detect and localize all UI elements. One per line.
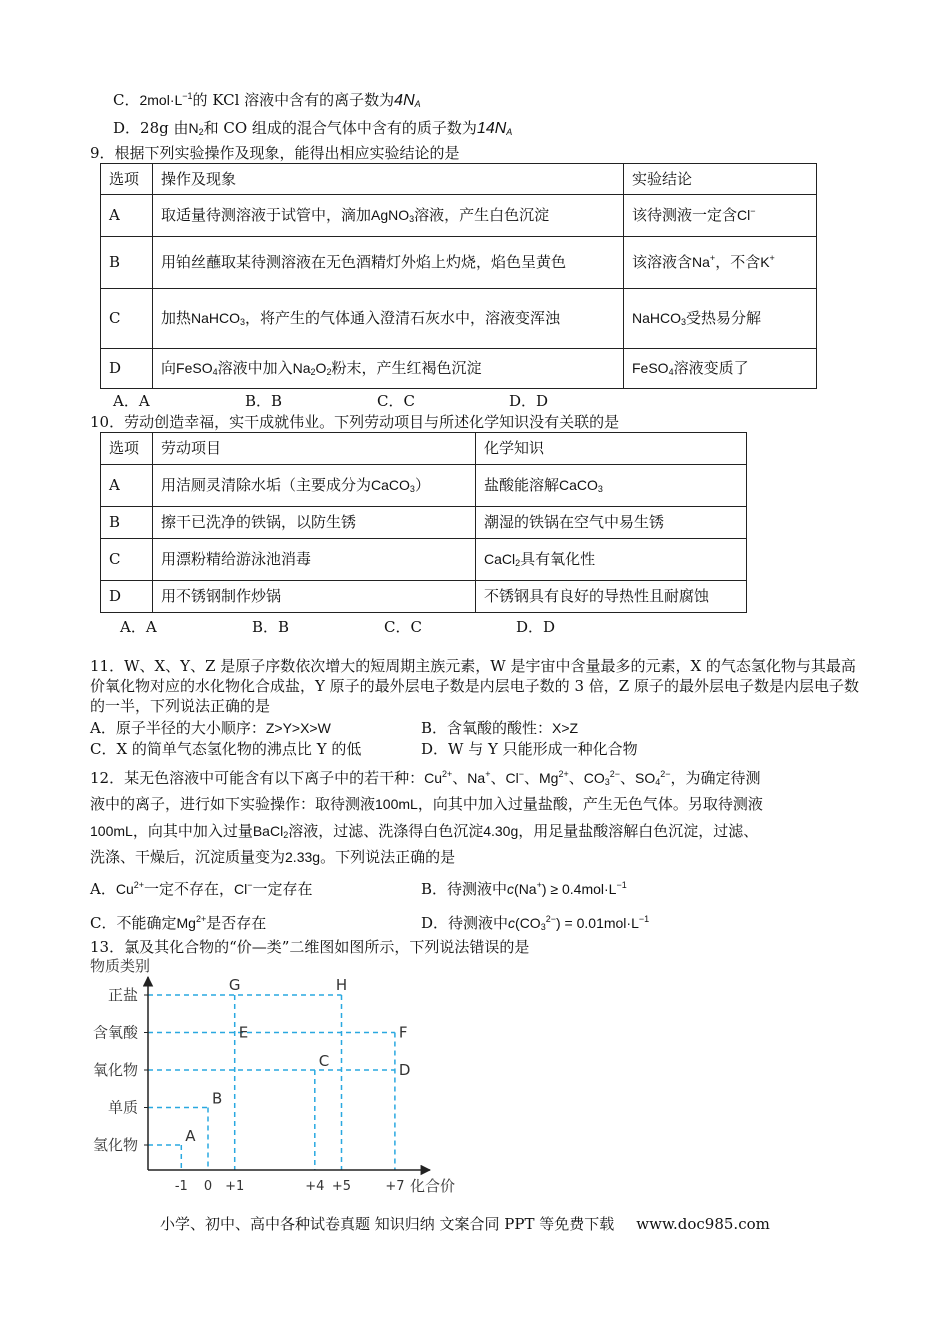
formula-14na: $14N_A$: [476, 120, 513, 137]
answer-option: A．A: [113, 392, 150, 410]
formula-nahco3: NaHCO$_3$: [191, 310, 246, 327]
answer-option: C．C: [384, 618, 422, 636]
formula-feso4: FeSO$_4$: [176, 360, 218, 377]
q11-option-d: D．W 与 Y 只能形成一种化合物: [421, 740, 638, 758]
q13-stem: 13．氯及其化合物的“价—类”二维图如图所示，下列说法错误的是: [90, 938, 530, 956]
footer-text: 小学、初中、高中各种试卷真题 知识归纳 文案合同 PPT 等免费下载: [160, 1215, 615, 1233]
answer-option: D．D: [516, 618, 556, 636]
q12-line-4: 洗涤、干燥后，沉淀质量变为2.33g。下列说法正确的是: [90, 848, 456, 866]
table-header: 劳动项目: [153, 433, 476, 465]
answer-option: A．A: [120, 618, 157, 636]
table-header: 操作及现象: [153, 164, 624, 195]
table-header: 选项: [101, 433, 153, 465]
y-category-label: 氢化物: [92, 1136, 138, 1154]
point-label-g: G: [228, 976, 241, 994]
y-category-label: 单质: [107, 1098, 138, 1117]
y-category-label: 氧化物: [92, 1061, 138, 1079]
q12-line-2: 液中的离子，进行如下实验操作：取待测液100mL，向其中加入过量盐酸，产生无色气体。另取待测液: [90, 795, 763, 813]
q10-stem: 10．劳动创造幸福，实干成就伟业。下列劳动项目与所述化学知识没有关联的是: [90, 413, 620, 431]
x-tick-label: +4: [305, 1179, 325, 1194]
x-tick-label: +7: [385, 1179, 405, 1194]
table-header: 实验结论: [624, 164, 817, 195]
formula-na-ion: Na+: [692, 253, 716, 270]
point-label-b: B: [212, 1089, 223, 1108]
formula-na2o2: $Na_2O_2$: [292, 360, 332, 377]
table-row: B 擦干已洗净的铁锅，以防生锈 潮湿的铁锅在空气中易生锈: [101, 507, 747, 539]
point-label-c: C: [318, 1052, 330, 1070]
formula-caco3: CaCO$_3$: [559, 477, 603, 494]
formula-cl-ion: Cl−: [737, 206, 756, 223]
table-row: C 加热NaHCO$_3$，将产生的气体通入澄清石灰水中，溶液变浑浊 NaHCO$_3$受热易分解: [101, 289, 817, 349]
y-category-label: 正盐: [107, 986, 138, 1004]
valence-class-chart: [80, 955, 480, 1200]
answer-option: C．C: [377, 392, 415, 410]
footer-url[interactable]: www.doc985.com: [636, 1215, 770, 1233]
q10-table: [100, 432, 747, 613]
table-header: 选项: [101, 164, 153, 195]
formula-radius-order: Z>Y>X>W: [265, 720, 331, 736]
answer-option: B．B: [252, 618, 290, 636]
q11-option-a: A．原子半径的大小顺序：Z>Y>X>W: [90, 719, 331, 737]
q11-stem: 11．W、X、Y、Z 是原子序数依次增大的短周期主族元素，W 是宇宙中含量最多的元素，X 的气态氢化物与其最高价氧化物对应的水化物化合成盐，Y 原子的最外层电子数是内层电子数的 3 倍，Z 原子的最外层电子数是内层电子数的一半，下列说法正确的是: [90, 657, 859, 715]
point-label-a: A: [185, 1127, 196, 1145]
formula-nahco3: NaHCO$_3$: [632, 310, 687, 327]
table-header: 化学知识: [476, 433, 747, 465]
q9-table: [100, 163, 817, 389]
y-category-label: 含氧酸: [92, 1023, 138, 1042]
q12-line-1: 12．某无色溶液中可能含有以下离子中的若干种：$Cu^{2+}$、Na+、Cl−、$Mg^{2+}$、$CO_3^{2-}$、$SO_4^{2-}$，为确定待测: [90, 769, 761, 787]
point-label-f: F: [398, 1023, 408, 1042]
q10-answer-options: [120, 617, 648, 637]
x-tick-label: +5: [331, 1179, 352, 1194]
x-tick-label: -1: [174, 1179, 188, 1194]
q12-option-c: C．不能确定$Mg^{2+}$是否存在: [90, 914, 267, 932]
formula-k-ion: K+: [760, 253, 775, 270]
point-label-e: E: [238, 1023, 249, 1042]
x-axis-title: 化合价: [410, 1177, 456, 1195]
q8-option-c: C．$2mol\cdot L^{-1}$的 KCl 溶液中含有的离子数为$4N_A$: [113, 91, 421, 109]
q9-answer-options: [113, 391, 641, 411]
point-label-h: H: [335, 976, 348, 994]
page-footer: [160, 1214, 770, 1234]
x-tick-label: 0: [203, 1179, 213, 1194]
formula-feso4: FeSO$_4$: [632, 360, 674, 377]
table-row: A 取适量待测溶液于试管中，滴加AgNO$_3$溶液，产生白色沉淀 该待测液一定含Cl−: [101, 195, 817, 237]
table-row: C 用漂粉精给游泳池消毒 CaCl$_2$具有氧化性: [101, 539, 747, 581]
answer-option: D．D: [509, 392, 549, 410]
q12-option-a: A．$Cu^{2+}$一定不存在，Cl−一定存在: [90, 880, 313, 898]
point-label-d: D: [398, 1061, 411, 1079]
q11-option-b: B．含氧酸的酸性：X>Z: [421, 719, 579, 737]
y-axis-title: 物质类别: [90, 957, 151, 975]
formula-caco3: CaCO$_3$: [371, 477, 415, 494]
q8-option-d: D．28g 由$N_2$和 CO 组成的混合气体中含有的质子数为$14N_A$: [113, 119, 513, 137]
formula-agno3: AgNO$_3$: [371, 207, 415, 224]
q12-option-d: D．待测液中$c(CO_3^{2-}) = 0.01mol\cdot L^{-1}$: [421, 914, 650, 932]
table-row: D 用不锈钢制作炒锅 不锈钢具有良好的导热性且耐腐蚀: [101, 581, 747, 613]
formula-4na: $4N_A$: [394, 92, 421, 109]
table-row: B 用铂丝蘸取某待测溶液在无色酒精灯外焰上灼烧，焰色呈黄色 该溶液含Na+，不含K+: [101, 237, 817, 289]
formula-cacl2: CaCl$_2$: [484, 551, 521, 568]
answer-option: B．B: [245, 392, 283, 410]
q12-option-b: B．待测液中$c(Na^+) \ge 0.4mol\cdot L^{-1}$: [421, 880, 627, 898]
q11-option-c: C．X 的简单气态氢化物的沸点比 Y 的低: [90, 740, 362, 758]
formula-conc: $2mol\cdot L^{-1}$: [139, 91, 193, 108]
q12-line-3: 100mL，向其中加入过量BaCl$_2$溶液，过滤、洗涤得白色沉淀4.30g，用足量盐酸溶解白色沉淀，过滤、: [90, 822, 759, 840]
formula-acidity: X>Z: [552, 720, 579, 736]
q9-stem: 9．根据下列实验操作及现象，能得出相应实验结论的是: [90, 144, 460, 162]
table-row: A 用洁厕灵清除水垢（主要成分为CaCO$_3$） 盐酸能溶解CaCO$_3$: [101, 465, 747, 507]
table-row: D 向FeSO$_4$溶液中加入$Na_2O_2$粉末，产生红褐色沉淀 FeSO$_4$溶液变质了: [101, 349, 817, 389]
formula-n2: $N_2$: [188, 120, 204, 137]
x-tick-label: +1: [225, 1179, 245, 1194]
